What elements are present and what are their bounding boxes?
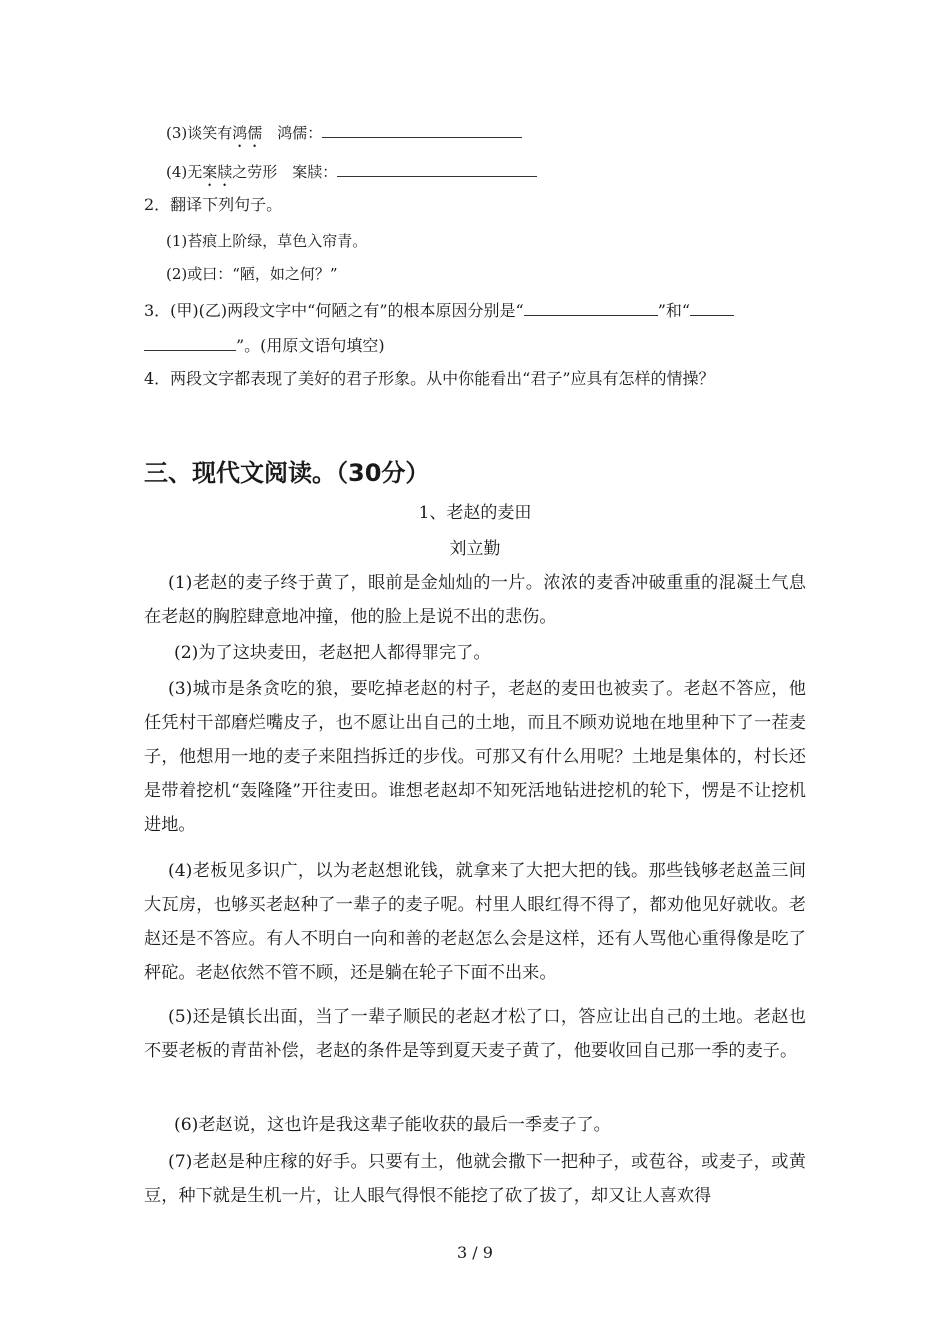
vocab-item-3-prefix: (3)谈笑有: [166, 124, 233, 142]
article-paragraph-3: (3)城市是条贪吃的狼，要吃掉老赵的村子，老赵的麦田也被卖了。老赵不答应，他任凭村干部磨烂嘴皮子，也不愿让出自己的土地，而且不顾劝说地在地里种下了一茬麦子，他想用一地的麦子来阻挡拆迁的步伐。可那又有什么用呢？土地是集体的，村长还是带着挖机“轰隆隆”开往麦田。谁想老赵却不知死活地钻进挖机的轮下，愣是不让挖机进地。: [144, 679, 806, 835]
answer-blank: [524, 299, 658, 316]
question-2-title: 2．翻译下列句子。: [144, 195, 283, 214]
question-3-text-1: 3．(甲)(乙)两段文字中“何陋之有”的根本原因分别是“: [144, 301, 524, 320]
answer-blank: [144, 334, 236, 351]
question-2-item-2: (2)或曰：“陋，如之何？”: [166, 265, 338, 283]
article-paragraph-7: (7)老赵是种庄稼的好手。只要有土，他就会撒下一把种子，或苞谷，或麦子，或黄豆，种下就是生机一片，让人眼气得恨不能挖了砍了拔了，却又让人喜欢得: [144, 1152, 806, 1206]
question-3: [144, 299, 734, 321]
vocab-item-4-prefix: (4)无: [166, 163, 203, 181]
article-paragraph-4: (4)老板见多识广，以为老赵想讹钱，就拿来了大把大把的钱。那些钱够老赵盖三间大瓦房，也够买老赵种了一辈子的麦子呢。村里人眼红得不得了，都劝他见好就收。老赵还是不答应。有人不明白一向和善的老赵怎么会是这样，还有人骂他心重得像是吃了秤砣。老赵依然不管不顾，还是躺在轮子下面不出来。: [144, 861, 806, 983]
answer-blank: [690, 299, 734, 316]
section-heading: 三、现代文阅读。（30分）: [144, 459, 430, 487]
page-number: 3 / 9: [457, 1243, 493, 1262]
answer-blank: [322, 121, 522, 138]
vocab-item-3-label: 鸿儒：: [262, 124, 323, 142]
question-3-continued: [144, 334, 385, 356]
question-4: 4．两段文字都表现了美好的君子形象。从中你能看出“君子”应具有怎样的情操？: [144, 369, 715, 388]
question-3-text-2: ”和“: [657, 301, 691, 320]
article-title: 1、老赵的麦田: [418, 503, 532, 523]
article-paragraph-1: (1)老赵的麦子终于黄了，眼前是金灿灿的一片。浓浓的麦香冲破重重的混凝土气息在老赵的胸腔肆意地冲撞，他的脸上是说不出的悲伤。: [144, 573, 806, 627]
article-paragraph-2: (2)为了这块麦田，老赵把人都得罪完了。: [174, 643, 491, 663]
vocab-item-4-word: 案牍: [202, 163, 233, 181]
vocab-item-3-word: 鸿儒: [232, 124, 263, 142]
article-paragraph-5: (5)还是镇长出面，当了一辈子顺民的老赵才松了口，答应让出自己的土地。老赵也不要老板的青苗补偿，老赵的条件是等到夏天麦子黄了，他要收回自己那一季的麦子。: [144, 1007, 806, 1061]
answer-blank: [337, 160, 537, 177]
article-paragraph-6: (6)老赵说，这也许是我这辈子能收获的最后一季麦子了。: [174, 1115, 611, 1135]
question-2-item-1: (1)苔痕上阶绿，草色入帘青。: [166, 232, 368, 250]
question-3-text-3: ”。(用原文语句填空): [236, 336, 385, 355]
vocab-item-4: [166, 160, 537, 190]
article-author: 刘立勤: [449, 539, 501, 559]
vocab-item-3: [166, 121, 522, 151]
vocab-item-4-label: 之劳形 案牍：: [232, 163, 338, 181]
